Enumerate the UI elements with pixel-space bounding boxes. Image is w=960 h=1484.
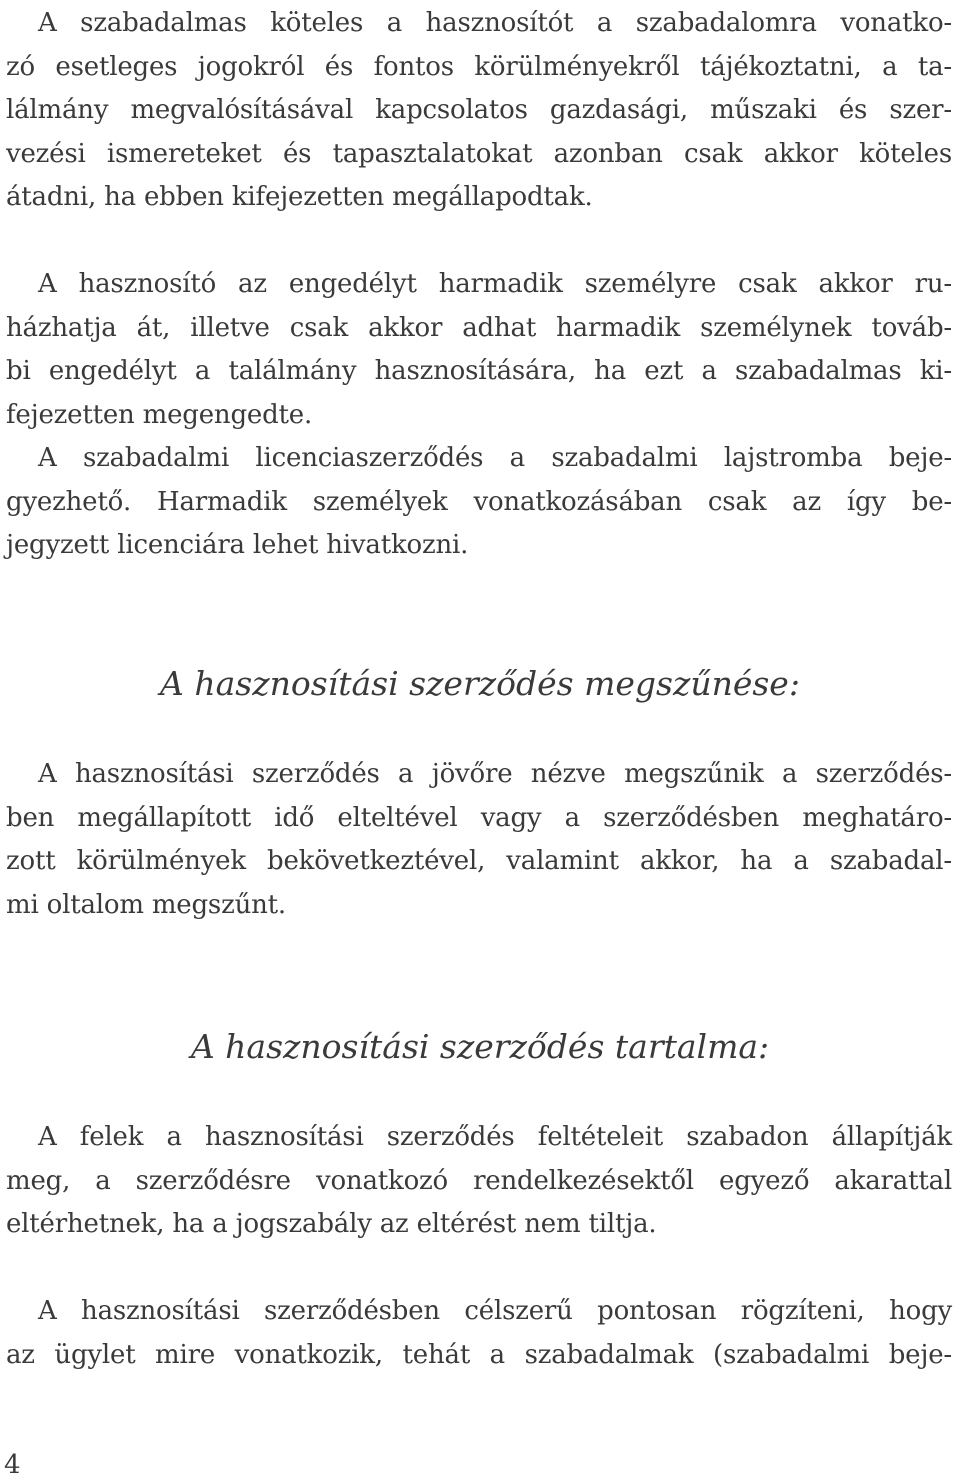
text-line: meg, a szerződésre vonatkozó rendelkezésektől egyező akarattal xyxy=(6,1165,952,1196)
text-line: vezési ismereteket és tapasztalatokat azonban csak akkor köteles xyxy=(6,138,952,169)
paragraph-sublicense xyxy=(6,263,952,437)
section-heading-termination: A hasznosítási szerződés megszűnése: xyxy=(160,664,800,703)
paragraph-content-scope xyxy=(6,1290,952,1377)
paragraph-content-terms xyxy=(6,1116,952,1247)
text-line: A hasznosítási szerződés a jövőre nézve megszűnik a szerződés- xyxy=(38,759,952,789)
section-heading-content: A hasznosítási szerződés tartalma: xyxy=(190,1027,770,1066)
text-line: gyezhető. Harmadik személyek vonatkozásában csak az így be- xyxy=(6,486,952,517)
text-line: A hasznosító az engedélyt harmadik személyre csak akkor ru- xyxy=(38,269,952,299)
text-line: A szabadalmi licenciaszerződés a szabadalmi lajstromba beje- xyxy=(38,443,952,473)
text-line: A szabadalmas köteles a hasznosítót a szabadalomra vonatko- xyxy=(38,8,952,38)
text-line: jegyzett licenciára lehet hivatkozni. xyxy=(6,530,469,560)
text-line: eltérhetnek, ha a jogszabály az eltérést nem tiltja. xyxy=(6,1209,657,1239)
text-line: A hasznosítási szerződésben célszerű pontosan rögzíteni, hogy xyxy=(38,1296,952,1326)
text-line: az ügylet mire vonatkozik, tehát a szabadalmak (szabadalmi beje- xyxy=(6,1339,952,1370)
paragraph-termination xyxy=(6,753,952,927)
text-line: fejezetten megengedte. xyxy=(6,399,313,430)
text-line: mi oltalom megszűnt. xyxy=(6,889,286,920)
text-line: zó esetleges jogokról és fontos körülményekről tájékoztatni, a ta- xyxy=(6,51,952,82)
text-line: házhatja át, illetve csak akkor adhat harmadik személynek továb- xyxy=(6,312,952,343)
text-line: zott körülmények bekövetkeztével, valamint akkor, ha a szabadal- xyxy=(6,846,952,876)
text-line: lálmány megvalósításával kapcsolatos gazdasági, műszaki és szer- xyxy=(6,95,952,125)
paragraph-registration xyxy=(6,437,952,568)
text-line: átadni, ha ebben kifejezetten megállapodtak. xyxy=(6,182,593,212)
text-line: bi engedélyt a találmány hasznosítására, ha ezt a szabadalmas ki- xyxy=(6,356,952,386)
text-line: ben megállapított idő elteltével vagy a szerződésben meghatáro- xyxy=(6,802,952,833)
paragraph-obligations xyxy=(6,2,952,220)
page-number: 4 xyxy=(4,1450,21,1480)
text-line: A felek a hasznosítási szerződés feltételeit szabadon állapítják xyxy=(38,1122,952,1152)
